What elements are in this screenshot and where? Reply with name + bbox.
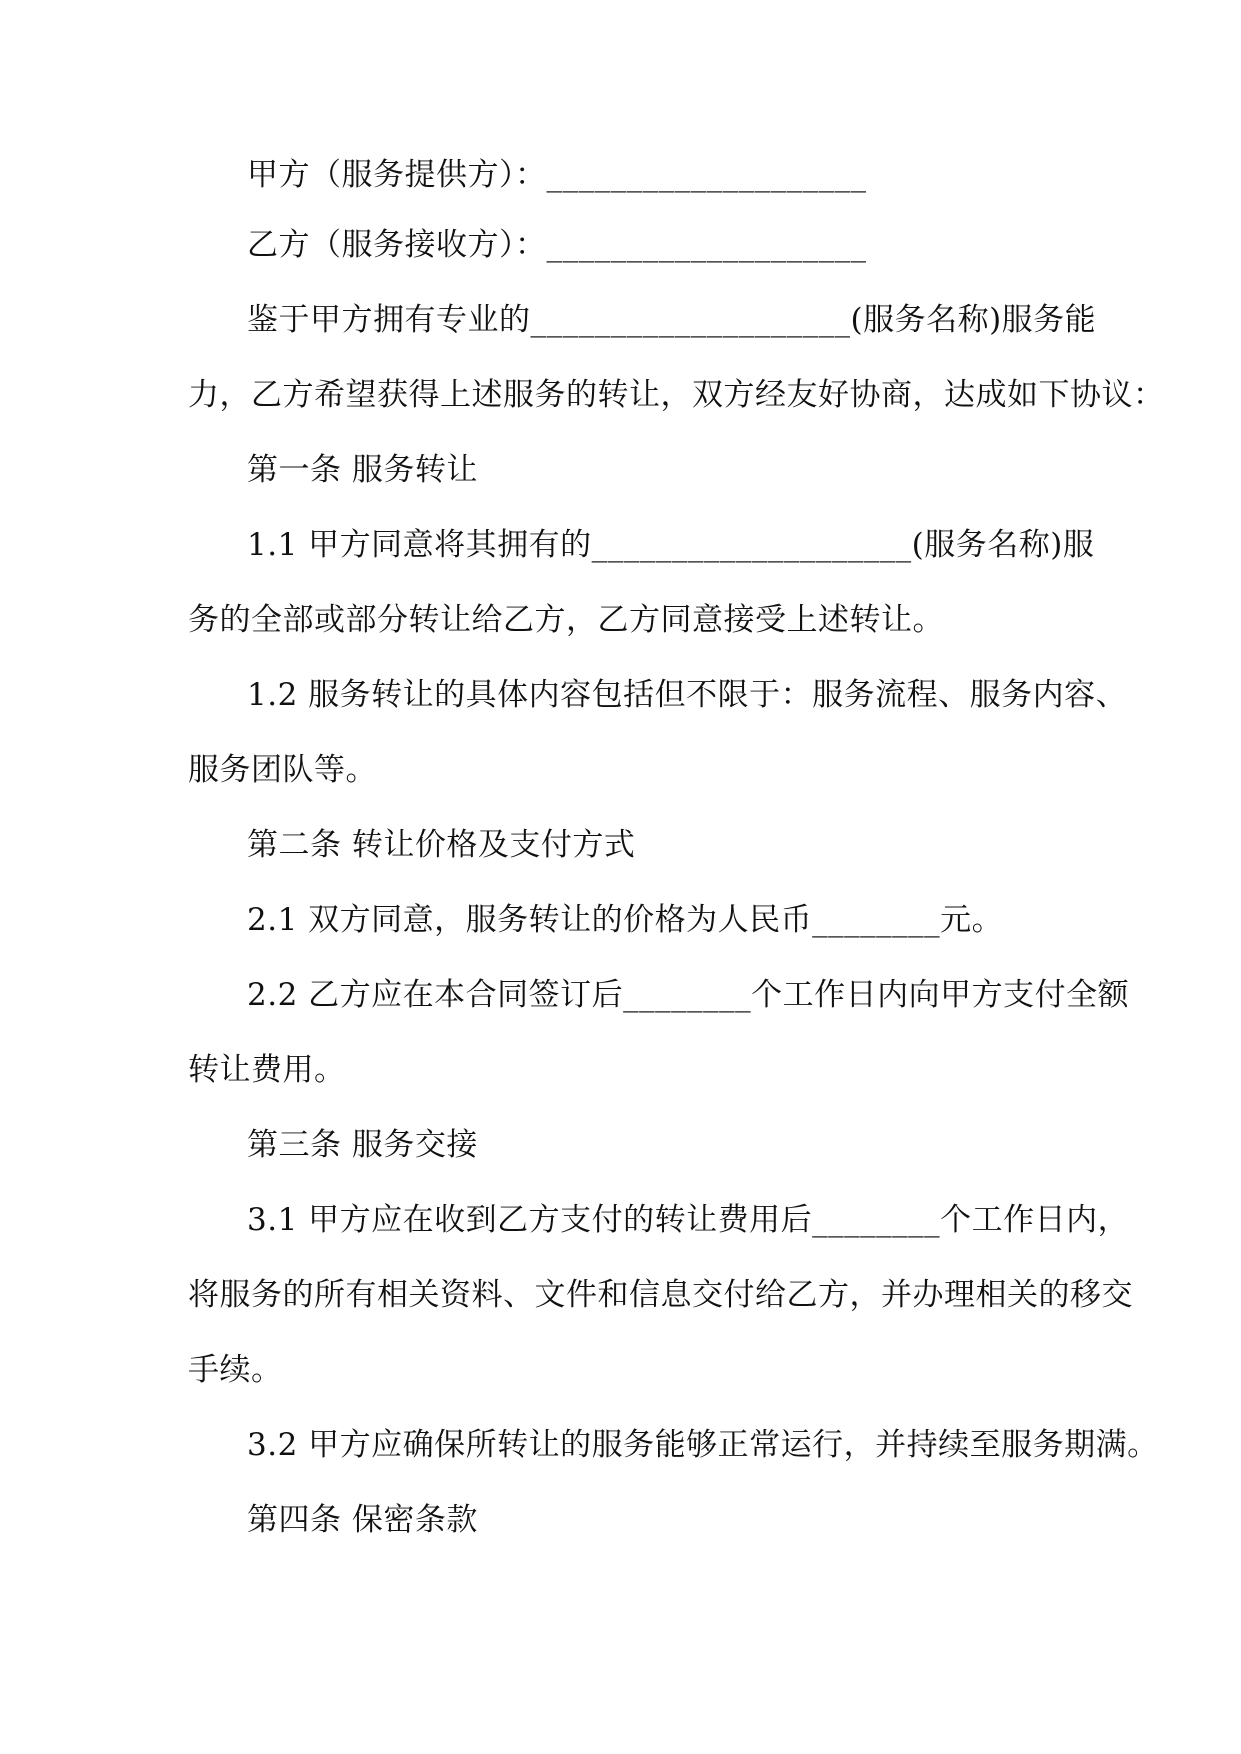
party-b-line: 乙方（服务接收方）：____________________ — [247, 227, 867, 263]
clause-3-1-line-2: 将服务的所有相关资料、文件和信息交付给乙方，并办理相关的移交 — [188, 1277, 1133, 1313]
article-2-heading: 第二条 转让价格及支付方式 — [247, 827, 636, 863]
clause-1-1-line-2: 务的全部或部分转让给乙方，乙方同意接受上述转让。 — [188, 602, 944, 638]
article-1-heading: 第一条 服务转让 — [247, 452, 478, 488]
clause-1-2-line-2: 服务团队等。 — [188, 752, 377, 788]
clause-3-2-line: 3.2 甲方应确保所转让的服务能够正常运行，并持续至服务期满。 — [247, 1427, 1159, 1463]
clause-3-1-line-1: 3.1 甲方应在收到乙方支付的转让费用后________个工作日内， — [247, 1202, 1130, 1238]
article-4-heading: 第四条 保密条款 — [247, 1502, 478, 1538]
party-a-line: 甲方（服务提供方）：____________________ — [247, 157, 867, 193]
clause-2-2-line-1: 2.2 乙方应在本合同签订后________个工作日内向甲方支付全额 — [247, 977, 1130, 1013]
clause-1-1-line-1: 1.1 甲方同意将其拥有的____________________(服务名称)服 — [247, 527, 1095, 563]
clause-2-2-line-2: 转让费用。 — [188, 1052, 346, 1088]
clause-3-1-line-3: 手续。 — [188, 1352, 283, 1388]
article-3-heading: 第三条 服务交接 — [247, 1127, 478, 1163]
preamble-line-1: 鉴于甲方拥有专业的____________________(服务名称)服务能 — [247, 302, 1097, 338]
preamble-line-2: 力，乙方希望获得上述服务的转让，双方经友好协商，达成如下协议： — [188, 377, 1165, 413]
clause-1-2-line-1: 1.2 服务转让的具体内容包括但不限于：服务流程、服务内容、 — [247, 677, 1128, 713]
clause-2-1-line: 2.1 双方同意，服务转让的价格为人民币________元。 — [247, 902, 1004, 938]
